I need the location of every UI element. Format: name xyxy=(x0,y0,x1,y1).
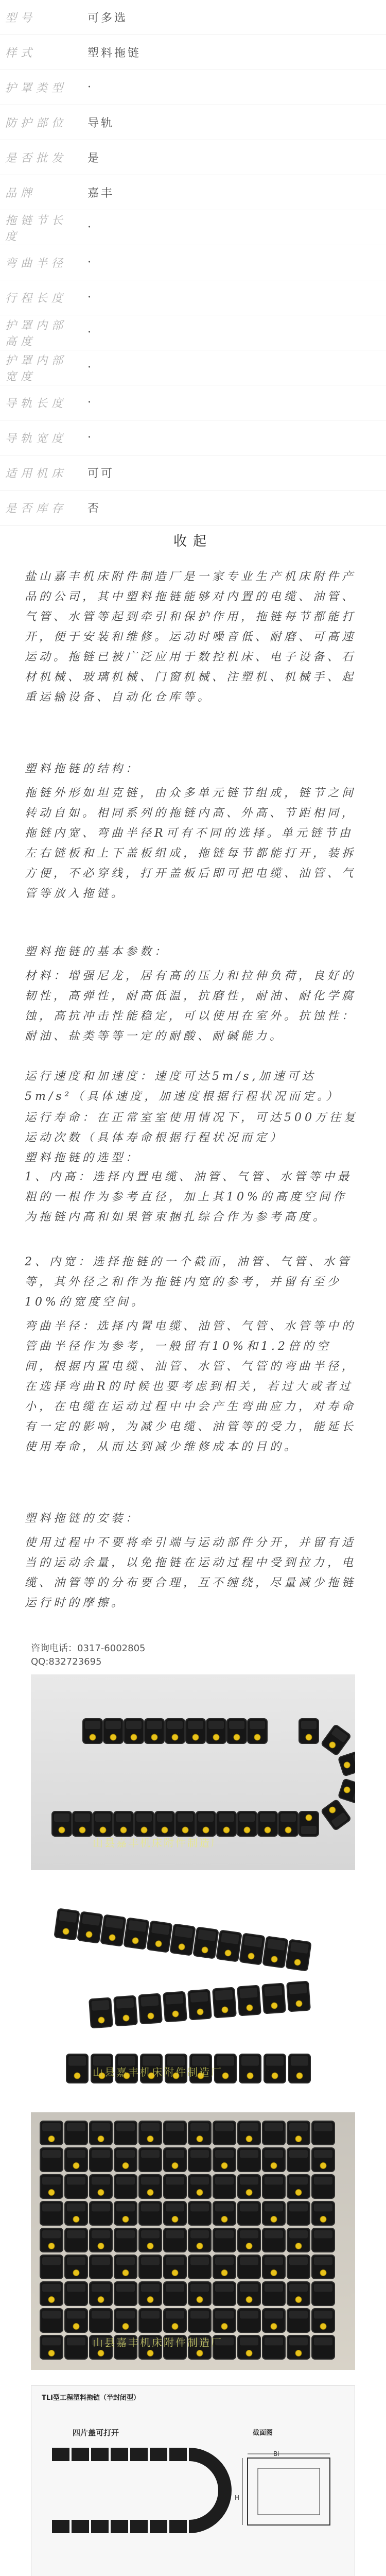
speed-paragraph: 运行速度和加速度：速度可达5m/s,加速可达5m/s²（具体速度，加速度根据行程状况而定。） xyxy=(25,1070,341,1103)
spec-value: · xyxy=(87,326,93,339)
spec-key: 型号 xyxy=(5,12,37,25)
diagram-section-label: 截面图 xyxy=(253,2429,273,2437)
spec-key: 护罩内部宽度 xyxy=(5,354,67,383)
features-paragraph: 材料：增强尼龙，居有高的压力和拉伸负荷，良好的韧性，高弹性，耐高低温，抗磨性，耐油、耐化学腐蚀，高抗冲击性能稳定，可以使用在室外。抗蚀性：耐油、盐类等等一定的耐酸、耐碱能力。 xyxy=(25,970,357,1043)
spec-key: 护罩类型 xyxy=(5,82,67,95)
photo-watermark-1: 山县嘉丰机床附件制造厂 xyxy=(93,1837,223,1849)
diagram-part-a: 四片盖可打开 xyxy=(73,2428,119,2437)
spec-key: 防护部位 xyxy=(5,117,67,130)
spec-row xyxy=(0,455,386,490)
spec-value: · xyxy=(87,221,93,234)
selection-paragraph-3: 弯曲半径：选择内置电缆、油管、气管、水管等中的管曲半径作为参考，一般留有10%和1.2倍的空间，根据内置电缆、油管、水管、气管的弯曲半径，在选择弯曲R的时候也要考虑到相关，若过大或者过小，在电缆在运动过程中中会产生弯曲应力，对寿命有一定的影响，为减少电缆、油管等的受力，能延长使用寿命，从而达到减少维修成本的目的。 xyxy=(25,1320,357,1453)
selection-paragraph-2: 2、内宽：选择拖链的一个截面，油管、气管、水管等，其外径之和作为拖链内宽的参考，并留有至少10%的宽度空间。 xyxy=(25,1256,352,1309)
life-paragraph: 运行寿命：在正常室室使用情况下，可达500万往复运动次数（具体寿命根据行程状况而定） xyxy=(25,1111,358,1144)
spec-row xyxy=(0,420,386,455)
spec-key: 是否库存 xyxy=(5,502,67,515)
spec-value: · xyxy=(87,256,93,269)
spec-value: 导轨 xyxy=(87,117,115,130)
product-photo-2 xyxy=(31,1883,355,2099)
spec-row xyxy=(0,385,386,420)
spec-value: 可可 xyxy=(87,467,115,480)
spec-key: 适用机床 xyxy=(5,467,67,480)
spec-row xyxy=(0,490,386,526)
qq-contact: QQ:832723695 xyxy=(31,1656,102,1667)
spec-key: 是否批发 xyxy=(5,152,67,165)
spec-row xyxy=(0,210,386,245)
spec-row xyxy=(0,175,386,210)
structure-paragraph: 拖链外形如坦克链，由众多单元链节组成，链节之间转动自如。相同系列的拖链内高、外高、节距相同，拖链内宽、弯曲半径R可有不同的选择。单元链节由左右链板和上下盖板组成，拖链每节都能打开，装拆方便，不必穿线，打开盖板后即可把电缆、油管、气管等放入拖链。 xyxy=(25,787,357,900)
technical-diagram xyxy=(31,2385,355,2576)
usage-paragraph: 使用过程中不要将牵引端与运动部件分开，并留有适当的运动余量，以免拖链在运动过程中受到拉力，电缆、油管等的分布要合理，互不缠绕，尽量减少拖链运行时的摩擦。 xyxy=(25,1536,357,1609)
spec-row xyxy=(0,280,386,315)
spec-value: 嘉丰 xyxy=(87,187,115,200)
spec-row xyxy=(0,350,386,385)
spec-value: 是 xyxy=(87,152,101,165)
usage-heading: 塑料拖链的安装： xyxy=(25,1512,141,1525)
selection-heading: 塑料拖链的选型： xyxy=(25,1151,141,1164)
spec-row xyxy=(0,70,386,105)
spec-value: · xyxy=(87,361,93,374)
features-heading: 塑料拖链的基本参数： xyxy=(25,945,169,958)
spec-key: 导轨宽度 xyxy=(5,432,67,445)
spec-key: 样式 xyxy=(5,47,37,60)
spec-row xyxy=(0,315,386,350)
spec-value: · xyxy=(87,81,93,94)
spec-row xyxy=(0,105,386,140)
stacked-chains-illustration xyxy=(31,2112,355,2370)
spec-row xyxy=(0,140,386,175)
diagram-drawing xyxy=(31,2386,355,2576)
spec-key: 拖链节长度 xyxy=(5,214,67,243)
spec-value: 否 xyxy=(87,502,101,515)
spec-key: 行程长度 xyxy=(5,292,67,305)
dim-label-h: H xyxy=(235,2494,240,2501)
spec-value: · xyxy=(87,431,93,444)
spec-value: 塑料拖链 xyxy=(87,47,142,60)
spec-value: · xyxy=(87,396,93,409)
spec-row xyxy=(0,35,386,70)
product-photo-3 xyxy=(31,2112,355,2370)
spec-row xyxy=(0,245,386,280)
spec-key: 弯曲半径 xyxy=(5,257,67,270)
spec-key: 护罩内部高度 xyxy=(5,319,67,348)
structure-heading: 塑料拖链的结构： xyxy=(25,762,141,775)
spec-value: 可多选 xyxy=(87,12,128,25)
spec-key: 导轨长度 xyxy=(5,397,67,410)
dim-label-bi: Bi xyxy=(273,2450,279,2458)
diagram-header: TLI型工程塑料拖链（半封闭型） xyxy=(42,2394,140,2402)
selection-paragraph-1: 1、内高：选择内置电缆、油管、气管、水管等中最粗的一根作为参考直径，加上其10%的高度空间作为拖链内高和如果管束捆扎综合作为参考高度。 xyxy=(25,1171,352,1224)
spec-key: 品牌 xyxy=(5,187,37,200)
section-title[interactable]: 收起 xyxy=(173,534,213,549)
spec-value: · xyxy=(87,291,93,304)
product-photo-1 xyxy=(31,1674,355,1870)
photo-watermark-2: 山县嘉丰机床附件制造厂 xyxy=(93,2066,223,2078)
photo-watermark-3: 山县嘉丰机床附件制造厂 xyxy=(93,2336,223,2349)
phone-contact: 咨询电话：0317-6002805 xyxy=(31,1643,146,1654)
spec-row xyxy=(0,0,386,35)
intro-paragraph: 盐山嘉丰机床附件制造厂是一家专业生产机床附件产品的公司，其中塑料拖链能够对内置的电缆、油管、气管、水管等起到牵引和保护作用，拖链每节都能打开，便于安装和维修。运动时噪音低、耐磨、可高速运动。拖链已被广泛应用于数控机床、电子设备、石材机械、玻璃机械、门窗机械、注塑机、机械手、起重运输设备、自动化仓库等。 xyxy=(25,570,357,704)
